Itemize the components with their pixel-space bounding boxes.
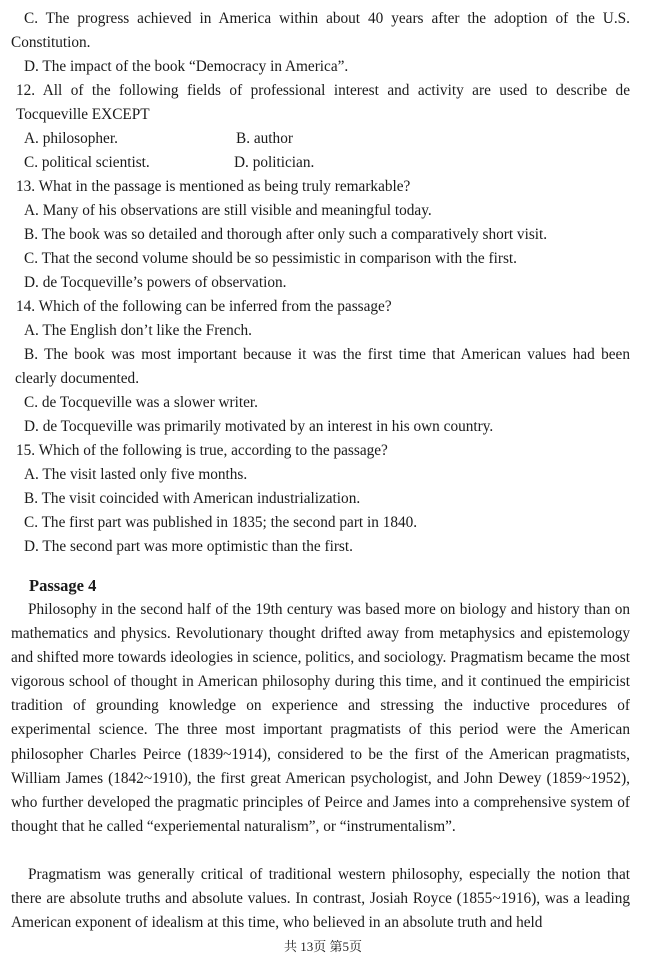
- q12-option-d: D. politician.: [234, 154, 315, 171]
- passage-paragraph-2: Pragmatism was generally critical of traditional western philosophy, especially the notion that there are absolute truths and absolute values. In contrast, Josiah Royce (1855~1916), was a leading American exponent of idealism at this time, who believed in an absolute truth and held: [11, 866, 630, 932]
- q12-option-b: B. author: [236, 130, 293, 147]
- q12-option-c: C. political scientist.: [24, 154, 150, 171]
- q13-option-a: A. Many of his observations are still visible and meaningful today.: [24, 202, 432, 219]
- q12-option-a: A. philosopher.: [24, 130, 118, 147]
- passage-heading: Passage 4: [29, 576, 97, 595]
- q15-option-a: A. The visit lasted only five months.: [24, 466, 248, 483]
- q15-option-d: D. The second part was more optimistic than the first.: [24, 538, 353, 555]
- q13-option-b: B. The book was so detailed and thorough after only such a comparatively short visit.: [24, 226, 548, 243]
- q15-option-b: B. The visit coincided with American industrialization.: [24, 490, 361, 507]
- q13-stem: 13. What in the passage is mentioned as being truly remarkable?: [16, 178, 411, 195]
- q15-stem: 15. Which of the following is true, according to the passage?: [16, 442, 388, 459]
- q13-option-d: D. de Tocqueville’s powers of observation.: [24, 274, 287, 291]
- q13-option-c: C. That the second volume should be so pessimistic in comparison with the first.: [24, 250, 517, 267]
- q11-option-c: C. The progress achieved in America within about 40 years after the adoption of the U.S. Constitution.: [11, 10, 630, 52]
- q14-option-b: B. The book was most important because it was the first time that American values had been clearly documented.: [15, 346, 630, 388]
- passage-paragraph-1: Philosophy in the second half of the 19th century was based more on biology and history than on mathematics and physics. Revolutionary thought drifted away from metaphysics and epistemology and shifted more towards ideologies in science, politics, and sociology. Pragmatism became the most vigorous school of thought in American philosophy during this time, and it continued the empiricist tradition of grounding knowledge on experience and stressing the inductive procedures of experimental science. The three most important pragmatists of this period were the American philosopher Charles Peirce (1839~1914), considered to be the first of the American pragmatists, William James (1842~1910), the first great American psychologist, and John Dewey (1859~1952), who further developed the pragmatic principles of Peirce and James into a comprehensive system of thought that he called “experiemental naturalism”, or “instrumentalism”.: [11, 601, 630, 835]
- q12-stem: 12. All of the following fields of professional interest and activity are used to describe de Tocqueville EXCEPT: [16, 82, 630, 124]
- q14-option-a: A. The English don’t like the French.: [24, 322, 253, 339]
- q14-stem: 14. Which of the following can be inferred from the passage?: [16, 298, 392, 315]
- q14-option-c: C. de Tocqueville was a slower writer.: [24, 394, 258, 411]
- q15-option-c: C. The first part was published in 1835; the second part in 1840.: [24, 514, 418, 531]
- q11-option-d: D. The impact of the book “Democracy in America”.: [24, 58, 349, 75]
- q14-option-d: D. de Tocqueville was primarily motivated by an interest in his own country.: [24, 418, 494, 435]
- page-number-footer: 共 13页 第5页: [283, 939, 362, 954]
